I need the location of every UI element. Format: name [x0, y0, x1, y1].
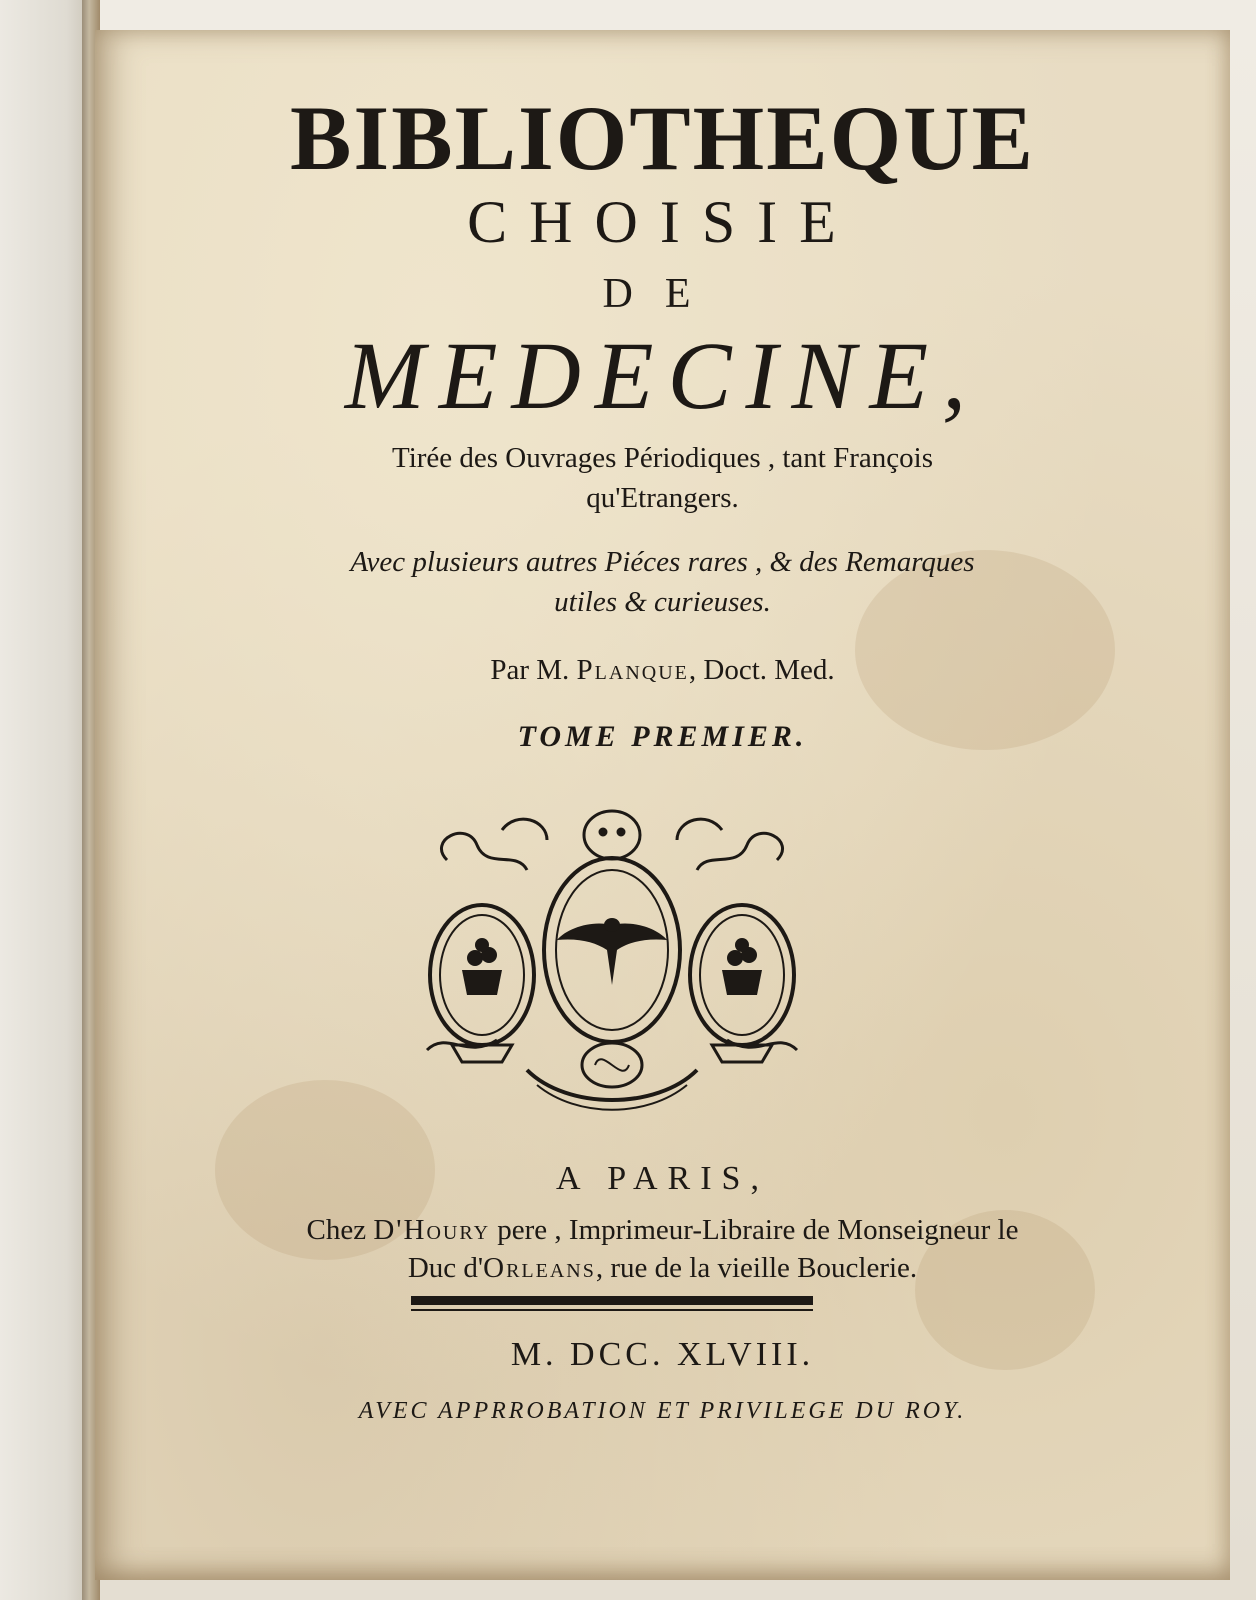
place-of-publication: A PARIS, [556, 1160, 769, 1197]
volume-label: TOME PREMIER. [517, 720, 808, 753]
additions-line-1: Avec plusieurs autres Piéces rares , & des Remarques [350, 546, 975, 578]
publisher-line2-rest: , rue de la vieille Bouclerie. [595, 1252, 918, 1284]
publisher-prefix: Chez [306, 1214, 367, 1246]
publication-year: M. DCC. XLVIII. [510, 1336, 815, 1373]
publisher-name: D'Houry [373, 1214, 491, 1246]
author-name: Planque [576, 654, 689, 686]
author-prefix: Par M. [490, 654, 570, 686]
author-suffix: , Doct. Med. [688, 654, 835, 686]
royal-privilege-line: AVEC APPRROBATION ET PRIVILEGE DU ROY. [358, 1398, 967, 1424]
subtitle-line-1: Tirée des Ouvrages Périodiques , tant François [392, 442, 933, 474]
publisher-line-2 [95, 1252, 1230, 1285]
thick-rule [411, 1296, 813, 1305]
additions-line-2: utiles & curieuses. [554, 586, 771, 618]
title-bibliotheque: BIBLIOTHEQUE [290, 87, 1035, 189]
printer-ornament-icon [407, 800, 817, 1120]
title-choisie: CHOISIE [467, 189, 858, 255]
thin-rule [411, 1309, 813, 1311]
title-de: DE [602, 271, 723, 317]
publisher-duke: Orleans [483, 1252, 596, 1284]
title-medecine: MEDECINE, [344, 322, 981, 429]
subtitle-line-2: qu'Etrangers. [586, 482, 739, 514]
facing-page-edge [0, 0, 95, 1600]
publisher-line-1 [95, 1214, 1230, 1247]
publisher-line2-prefix: Duc d' [407, 1252, 484, 1284]
title-page [95, 30, 1230, 1580]
author-line [95, 654, 1230, 687]
publisher-line1-rest: pere , Imprimeur-Libraire de Monseigneur le [497, 1214, 1019, 1246]
